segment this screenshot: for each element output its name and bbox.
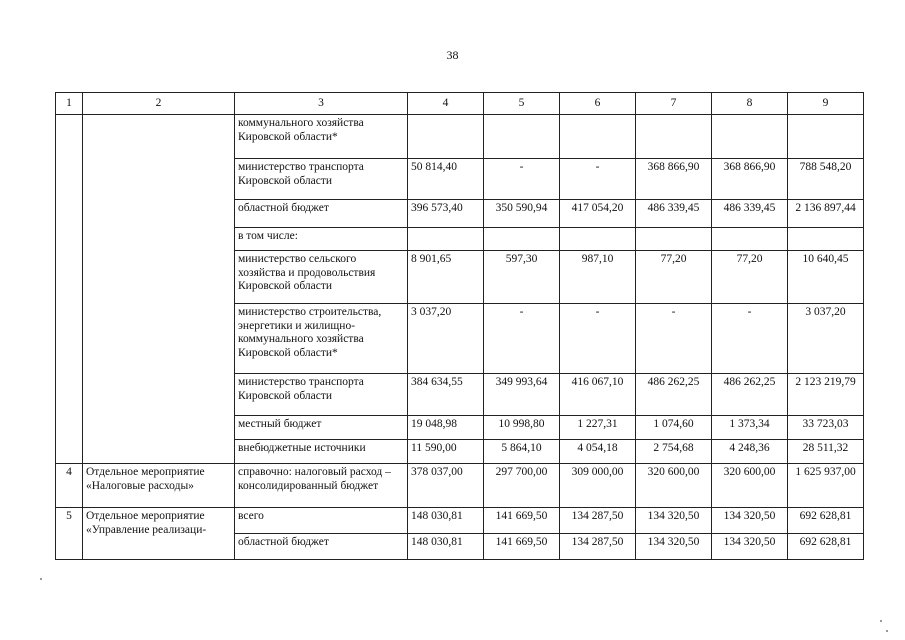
value-cell: 5 864,10 xyxy=(484,440,560,464)
value-cell: 309 000,00 xyxy=(560,464,636,508)
value-cell xyxy=(712,228,788,251)
value-cell: 77,20 xyxy=(712,251,788,304)
source-cell: внебюджетные источники xyxy=(235,440,408,464)
table-row xyxy=(56,115,864,159)
table-row xyxy=(56,508,864,534)
source-cell: областной бюджет xyxy=(235,534,408,560)
value-cell xyxy=(788,115,864,159)
value-cell: 788 548,20 xyxy=(788,159,864,200)
value-cell: 2 123 219,79 xyxy=(788,374,864,416)
value-cell: 486 262,25 xyxy=(712,374,788,416)
value-cell: 349 993,64 xyxy=(484,374,560,416)
value-cell: 1 074,60 xyxy=(636,416,712,440)
item-number-cell: 5 xyxy=(56,508,83,560)
header-cell: 4 xyxy=(408,93,484,115)
value-cell: 486 339,45 xyxy=(636,200,712,228)
value-cell: 416 067,10 xyxy=(560,374,636,416)
value-cell xyxy=(408,228,484,251)
value-cell: 692 628,81 xyxy=(788,534,864,560)
value-cell xyxy=(636,228,712,251)
value-cell: 148 030,81 xyxy=(408,534,484,560)
value-cell: 2 136 897,44 xyxy=(788,200,864,228)
header-cell: 6 xyxy=(560,93,636,115)
value-cell: 11 590,00 xyxy=(408,440,484,464)
table-body xyxy=(56,93,864,560)
value-cell: 10 640,45 xyxy=(788,251,864,304)
value-cell xyxy=(560,115,636,159)
value-cell: 597,30 xyxy=(484,251,560,304)
item-name-cell: Отдельное мероприятие «Налоговые расходы» xyxy=(83,464,235,508)
item-name-cell xyxy=(83,115,235,464)
value-cell: 297 700,00 xyxy=(484,464,560,508)
source-cell: всего xyxy=(235,508,408,534)
value-cell: - xyxy=(560,304,636,374)
value-cell: 19 048,98 xyxy=(408,416,484,440)
source-cell: министерство транспорта Кировской области xyxy=(235,374,408,416)
header-cell: 7 xyxy=(636,93,712,115)
source-cell: в том числе: xyxy=(235,228,408,251)
value-cell: 134 320,50 xyxy=(712,534,788,560)
source-cell: справочно: налоговый расход – консолидированный бюджет xyxy=(235,464,408,508)
value-cell xyxy=(712,115,788,159)
value-cell: 10 998,80 xyxy=(484,416,560,440)
value-cell: - xyxy=(484,159,560,200)
value-cell: 2 754,68 xyxy=(636,440,712,464)
value-cell xyxy=(636,115,712,159)
table-row xyxy=(56,464,864,508)
value-cell: 28 511,32 xyxy=(788,440,864,464)
value-cell: 4 054,18 xyxy=(560,440,636,464)
header-cell: 2 xyxy=(83,93,235,115)
value-cell: 486 339,45 xyxy=(712,200,788,228)
source-cell: местный бюджет xyxy=(235,416,408,440)
value-cell: - xyxy=(636,304,712,374)
header-cell: 8 xyxy=(712,93,788,115)
value-cell: - xyxy=(712,304,788,374)
budget-table xyxy=(55,92,864,560)
item-name-cell: Отдельное мероприятие «Управление реализаци- xyxy=(83,508,235,560)
value-cell: 368 866,90 xyxy=(636,159,712,200)
value-cell: 134 320,50 xyxy=(636,534,712,560)
value-cell: 368 866,90 xyxy=(712,159,788,200)
source-cell: областной бюджет xyxy=(235,200,408,228)
header-cell: 9 xyxy=(788,93,864,115)
value-cell xyxy=(484,228,560,251)
value-cell: 320 600,00 xyxy=(636,464,712,508)
value-cell xyxy=(560,228,636,251)
header-cell: 5 xyxy=(484,93,560,115)
page-number: 38 xyxy=(446,48,459,62)
value-cell: 141 669,50 xyxy=(484,508,560,534)
value-cell xyxy=(408,115,484,159)
value-cell: 320 600,00 xyxy=(712,464,788,508)
value-cell: 384 634,55 xyxy=(408,374,484,416)
value-cell xyxy=(484,115,560,159)
value-cell: 1 373,34 xyxy=(712,416,788,440)
value-cell xyxy=(788,228,864,251)
value-cell: 350 590,94 xyxy=(484,200,560,228)
value-cell: 8 901,65 xyxy=(408,251,484,304)
value-cell: 134 287,50 xyxy=(560,508,636,534)
header-row xyxy=(56,93,864,115)
value-cell: 148 030,81 xyxy=(408,508,484,534)
value-cell: 417 054,20 xyxy=(560,200,636,228)
value-cell: 378 037,00 xyxy=(408,464,484,508)
value-cell: 134 320,50 xyxy=(712,508,788,534)
value-cell: - xyxy=(484,304,560,374)
value-cell: 50 814,40 xyxy=(408,159,484,200)
value-cell: 134 287,50 xyxy=(560,534,636,560)
value-cell: 3 037,20 xyxy=(788,304,864,374)
value-cell: 692 628,81 xyxy=(788,508,864,534)
source-cell: министерство сельского хозяйства и продовольствия Кировской области xyxy=(235,251,408,304)
scan-speck xyxy=(40,578,42,580)
value-cell: 141 669,50 xyxy=(484,534,560,560)
source-cell: министерство транспорта Кировской области xyxy=(235,159,408,200)
value-cell: 486 262,25 xyxy=(636,374,712,416)
source-cell: коммунального хозяйства Кировской области* xyxy=(235,115,408,159)
value-cell: 33 723,03 xyxy=(788,416,864,440)
scan-speck xyxy=(886,630,888,632)
item-number-cell xyxy=(56,115,83,464)
value-cell: 1 625 937,00 xyxy=(788,464,864,508)
value-cell: 4 248,36 xyxy=(712,440,788,464)
value-cell: 1 227,31 xyxy=(560,416,636,440)
header-cell: 1 xyxy=(56,93,83,115)
item-number-cell: 4 xyxy=(56,464,83,508)
value-cell: 134 320,50 xyxy=(636,508,712,534)
value-cell: 3 037,20 xyxy=(408,304,484,374)
source-cell: министерство строительства, энергетики и жилищно-коммунального хозяйства Кировской области* xyxy=(235,304,408,374)
value-cell: 396 573,40 xyxy=(408,200,484,228)
header-cell: 3 xyxy=(235,93,408,115)
value-cell: - xyxy=(560,159,636,200)
value-cell: 987,10 xyxy=(560,251,636,304)
scan-speck xyxy=(880,620,882,622)
value-cell: 77,20 xyxy=(636,251,712,304)
